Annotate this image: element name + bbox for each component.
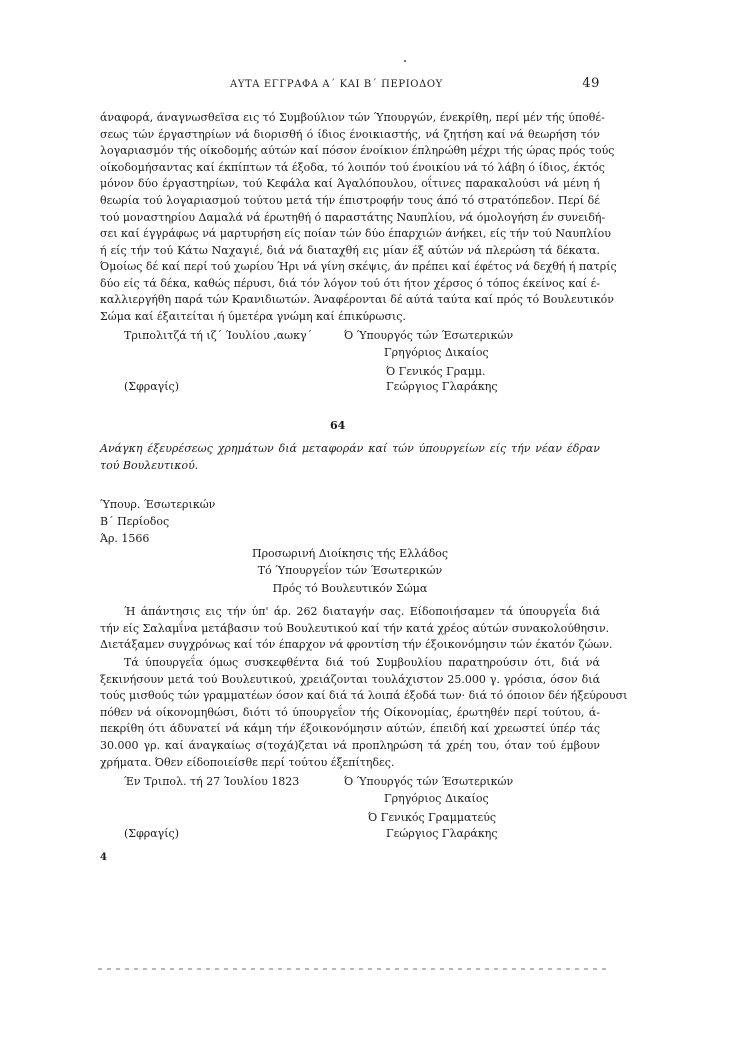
text-line: θεωρία τού λογαριασμού τούτου μετά τήν έπιστροφήν τους άπό τό στρατόπεδον. Περί δέ bbox=[100, 193, 600, 207]
text-line: τούς μισθούς τών γραμματέων όσον καί διά τά λοιπά έξοδά των· διά τό όποιον δέν ήξεύρουσι bbox=[100, 689, 628, 703]
reference-ministry: Ύπουρ. Έσωτερικών bbox=[100, 498, 216, 511]
scan-artifact-dotted-line bbox=[98, 968, 608, 970]
text-line: σει καί έγγράφως νά μαρτυρήση είς ποίαν τών δύο έπαρχιών άνήκει, είς τήν τού Ναυπλίου bbox=[100, 227, 611, 241]
signature-1-minister-name: Γρηγόριος Δικαίος bbox=[384, 346, 489, 359]
signature-1-minister-title: Ό Ύπουργός τών Έσωτερικών bbox=[344, 329, 514, 342]
document-title bbox=[100, 441, 600, 474]
text-line: πεκρίθη ότι άδυνατεί νά κάμη τήν έξοικονόμησιν αύτών, έπειδή καί χρεωστεί ύπέρ τάς bbox=[100, 722, 600, 736]
paragraph-3 bbox=[100, 604, 613, 654]
addressee-line-3: Πρός τό Βουλευτικόν Σώμα bbox=[272, 582, 428, 595]
signature-mark: 4 bbox=[100, 852, 107, 863]
addressee-line-1: Προσωρινή Διοίκησις τής Ελλάδος bbox=[252, 547, 448, 560]
signature-2-minister-name: Γρηγόριος Δικαίος bbox=[384, 792, 489, 805]
text-line: καλλιεργήθη παρά τών Κρανιδιωτών. Άναφέρονται δέ αύτά ταύτα καί πρός τό Βουλευτικόν bbox=[100, 293, 614, 307]
signature-2-seal: (Σφραγίς) bbox=[124, 827, 180, 840]
text-line: Τά ύπουργεΐα όμως συσκεφθέντα διά τού Συμβουλίου παρατηρούσιν ότι, διά νά bbox=[124, 656, 600, 669]
running-header-title: ΑΥΤΑ ΕΓΓΡΑΦΑ Α΄ ΚΑΙ Β΄ ΠΕΡΙΟΔΟΥ bbox=[230, 79, 443, 90]
signature-2-date: Έν Τριπολ. τή 27 Ίουλίου 1823 bbox=[124, 775, 300, 788]
signature-2-minister-title: Ό Ύπουργός τών Έσωτερικών bbox=[344, 775, 514, 788]
reference-block bbox=[100, 496, 215, 547]
text-line: 30.000 γρ. καί άναγκαίως σ(τοχά)ζεται νά προπληρώση τά χρέη του, όταν τού έμβουν bbox=[100, 738, 600, 752]
running-header bbox=[100, 76, 600, 94]
signature-2-secretary-title: Ό Γενικός Γραμματεύς bbox=[368, 811, 497, 824]
document-title-line: τού Βουλευτικού. bbox=[100, 458, 199, 472]
text-line: Όμοίως δέ καί περί τού χωρίου Ήρι νά γίνη σκέψις, άν πρέπει καί έφέτος νά δεχθή ή πατρίς bbox=[100, 260, 617, 273]
signature-1-secretary-name: Γεώργιος Γλαράκης bbox=[386, 380, 498, 393]
text-line: τού μοναστηρίου Δαμαλά νά έρωτηθή ό παραστάτης Ναυπλίου, νά όμολογήση έν συνειδή- bbox=[100, 210, 606, 224]
page-number: 49 bbox=[582, 76, 600, 91]
text-line: τήν είς Σαλαμΐνα μετάβασιν τού Βουλευτικού καί τήν κατά χρέος αύτών συνακολούθησιν. bbox=[100, 621, 610, 635]
reference-period: Β΄ Περίοδος bbox=[100, 515, 170, 528]
paragraph-1 bbox=[100, 110, 615, 259]
signature-1-seal: (Σφραγίς) bbox=[124, 380, 180, 393]
text-line: δύο είς τά δέκα, καθώς πέρυσι, διά τόν λόγον τού ότι ήτον χέρσος ό τόπος έκείνος καί έ- bbox=[100, 276, 600, 290]
text-line: χρήματα. Όθεν είδοποιείσθε περί τούτου έξεπίτηδες. bbox=[100, 755, 395, 769]
document-number: 64 bbox=[330, 419, 346, 432]
document-title-line: Ανάγκη έξευρέσεως χρημάτων διά μεταφοράν καί τών ύπουργείων είς τήν νέαν έδραν bbox=[100, 442, 600, 455]
ink-dot bbox=[404, 60, 406, 62]
signature-1-secretary-title: Ό Γενικός Γραμμ. bbox=[386, 365, 486, 378]
text-line: σεως τών έργαστηρίων νά διορισθή ό ίδιος ένοικιαστής, νά ζητήση καί νά θεωρήση τόν bbox=[100, 127, 600, 141]
paragraph-2 bbox=[100, 259, 617, 325]
text-line: πόθεν νά οίκονομηθώσι, διότι τό ύπουργεΐον τής Οίκονομίας, έρωτηθέν περί τούτου, ά- bbox=[100, 705, 600, 719]
text-line: Διετάξαμεν συγχρόνως καί τόν έπαρχον νά φροντίση τήν έξοικονόμησιν τών έκατόν ζώων. bbox=[100, 638, 613, 652]
text-line: Ή άπάντησις εις τήν ύπ' άρ. 262 διαταγήν σας. Είδοποιήσαμεν τά ύπουργεΐα διά bbox=[124, 605, 600, 618]
text-line: ξεκινήσουν μετά τού Βουλευτικού, χρειάζονται τουλάχιστον 25.000 γ. γρόσια, όσον διά bbox=[100, 672, 600, 686]
text-line: μόνον δύο έργαστηρίων, τού Κεφάλα καί Άγαλόπουλου, οΐτινες παρακαλούσι νά μένη ή bbox=[100, 177, 600, 191]
text-line: Σώμα καί έξαιτείται ή ύμετέρα γνώμη καί έπικύρωσις. bbox=[100, 309, 406, 323]
text-line: άναφορά, άναγνωσθεϊσα εις τό Συμβούλιον τών Ύπουργών, ένεκρίθη, περί μέν τής ύποθέ- bbox=[100, 111, 605, 124]
signature-1-date: Τριπολιτζά τή ιζ΄ Ίουλίου ,αωκγ΄ bbox=[124, 329, 313, 342]
signature-2-secretary-name: Γεώργιος Γλαράκης bbox=[386, 827, 498, 840]
paragraph-4 bbox=[100, 655, 628, 771]
text-line: ή είς τήν τού Κάτω Ναχαγιέ, διά νά διαταχθή εις μίαν έξ αύτών νά πλερώση τά δέκατα. bbox=[100, 243, 600, 257]
reference-number: Άρ. 1566 bbox=[100, 532, 150, 545]
text-line: οίκοδομήσαντας καί έκπίπτων τά έξοδα, τό λοιπόν τού ένοικίου νά τό λάβη ό ίδιος, έκτός bbox=[100, 160, 605, 174]
addressee-line-2: Τό Ύπουργεΐον τών Έσωτερικών bbox=[257, 564, 443, 577]
text-line: λογαριασμόν τής οίκοδομής αύτών καί πόσον ένοίκιον έπληρώθη μέχρι τής ώρας πρός τούς bbox=[100, 144, 615, 158]
